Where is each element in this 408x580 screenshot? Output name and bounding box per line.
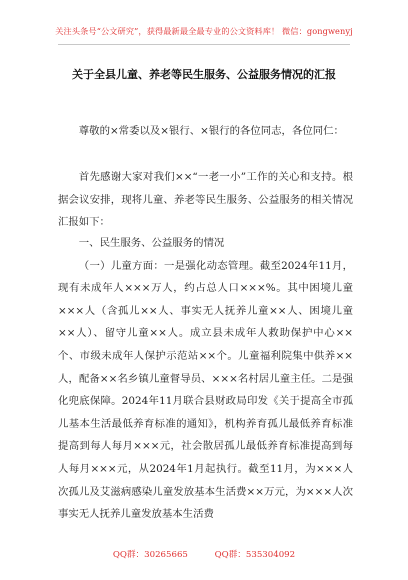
main-content xyxy=(58,232,353,526)
subsection-paragraph: （一）儿童方面：一是强化动态管理。截至2024年11月，现有未成年人×××万人，约占总人口×××%。其中困境儿童×××人（含孤儿××人、事实无人抚养儿童××人、困境儿童××人）、留守儿童××人。成立县未成年人救助保护中心××个、市级未成年人保护示范站××个。儿童福利院集中供养××人，配备××名乡镇儿童督导员、×××名村居儿童主任。二是强化兜底保障。2024年11月联合县财政局印发《关于提高全市孤儿基本生活最低养育标准的通知》，机构养育孤儿最低养育标准提高到每人每月×××元，社会散居孤儿最低养育标准提高到每人每月×××元，从2024年1月起执行。截至11月，为×××人次孤儿及艾滋病感染儿童发放基本生活费××万元，为×××人次事实无人抚养儿童发放基本生活费 xyxy=(58,259,353,521)
footer xyxy=(0,548,408,560)
section-heading: 一、民生服务、公益服务的情况 xyxy=(78,237,225,249)
salutation-block xyxy=(58,120,353,143)
intro-block xyxy=(58,166,353,234)
header-divider xyxy=(58,44,350,45)
intro-paragraph: 首先感谢大家对我们××“一老一小”工作的关心和支持。根据会议安排，现将儿童、养老等民生服务、公益服务的相关情况汇报如下： xyxy=(58,171,353,229)
document-title: 关于全县儿童、养老等民生服务、公益服务情况的汇报 xyxy=(72,68,336,81)
footer-qq-group-2: QQ群：535304092 xyxy=(214,550,296,560)
footer-qq-group-1: QQ群：30265665 xyxy=(112,550,188,560)
header-note: 关注头条号“公文研究”，获得最新最全最专业的公文资料库！ 微信：gongwenyj xyxy=(55,26,353,36)
salutation: 尊敬的×常委以及×银行、×银行的各位同志，各位同仁： xyxy=(78,125,344,137)
